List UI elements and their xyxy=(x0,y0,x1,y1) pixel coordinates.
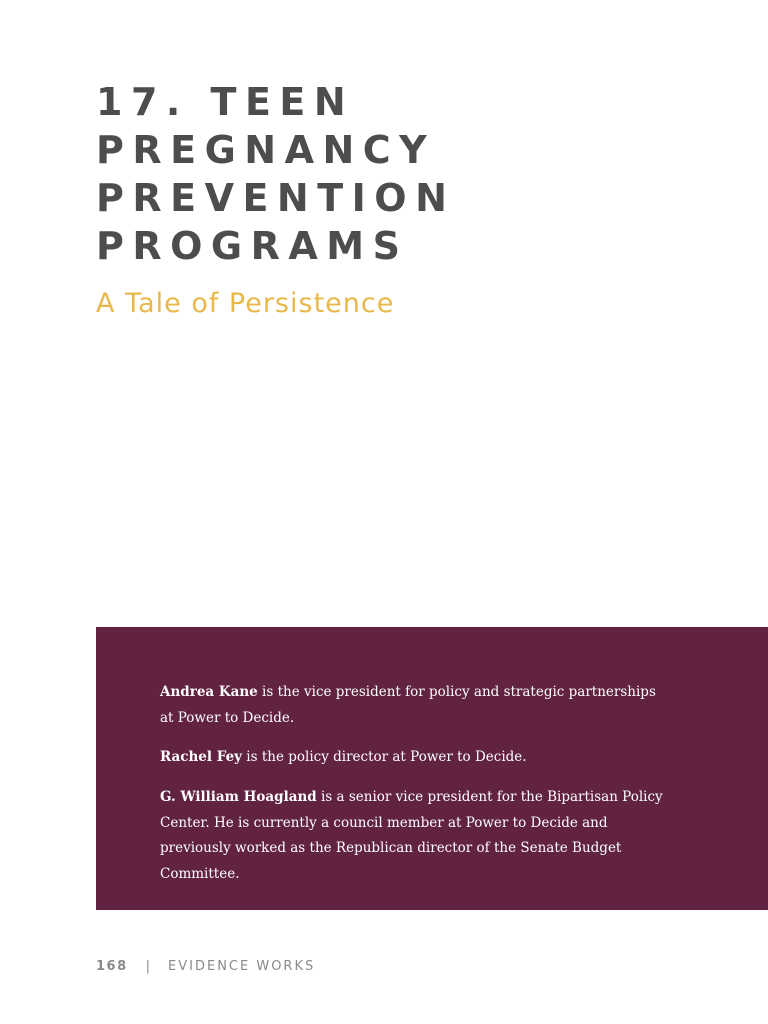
author-name: Rachel Fey xyxy=(160,749,243,765)
chapter-title-line: PREGNANCY xyxy=(96,128,436,172)
author-name: G. William Hoagland xyxy=(160,789,317,805)
chapter-title-line: PREVENTION xyxy=(96,176,456,220)
chapter-title-line: PROGRAMS xyxy=(96,224,409,268)
page-number: 168 xyxy=(96,959,128,974)
page-footer xyxy=(96,958,315,976)
chapter-title xyxy=(96,78,455,270)
author-name: Andrea Kane xyxy=(160,684,258,700)
footer-separator: | xyxy=(145,959,151,974)
chapter-title-line: 17. TEEN xyxy=(96,80,355,124)
author-bio-box xyxy=(96,627,768,910)
author-description: is a senior vice president for the Bipartisan Policy Center. He is currently a council member at Power to Decide and previously worked as the Republican director of the Senate Budget Committee. xyxy=(160,789,663,882)
running-title: EVIDENCE WORKS xyxy=(168,959,316,974)
author-bio xyxy=(160,785,670,887)
chapter-subtitle: A Tale of Persistence xyxy=(96,288,395,319)
author-bio xyxy=(160,745,670,771)
author-description: is the policy director at Power to Decide. xyxy=(242,749,527,765)
author-bio xyxy=(160,680,670,731)
author-description: is the vice president for policy and strategic partnerships at Power to Decide. xyxy=(160,684,656,726)
